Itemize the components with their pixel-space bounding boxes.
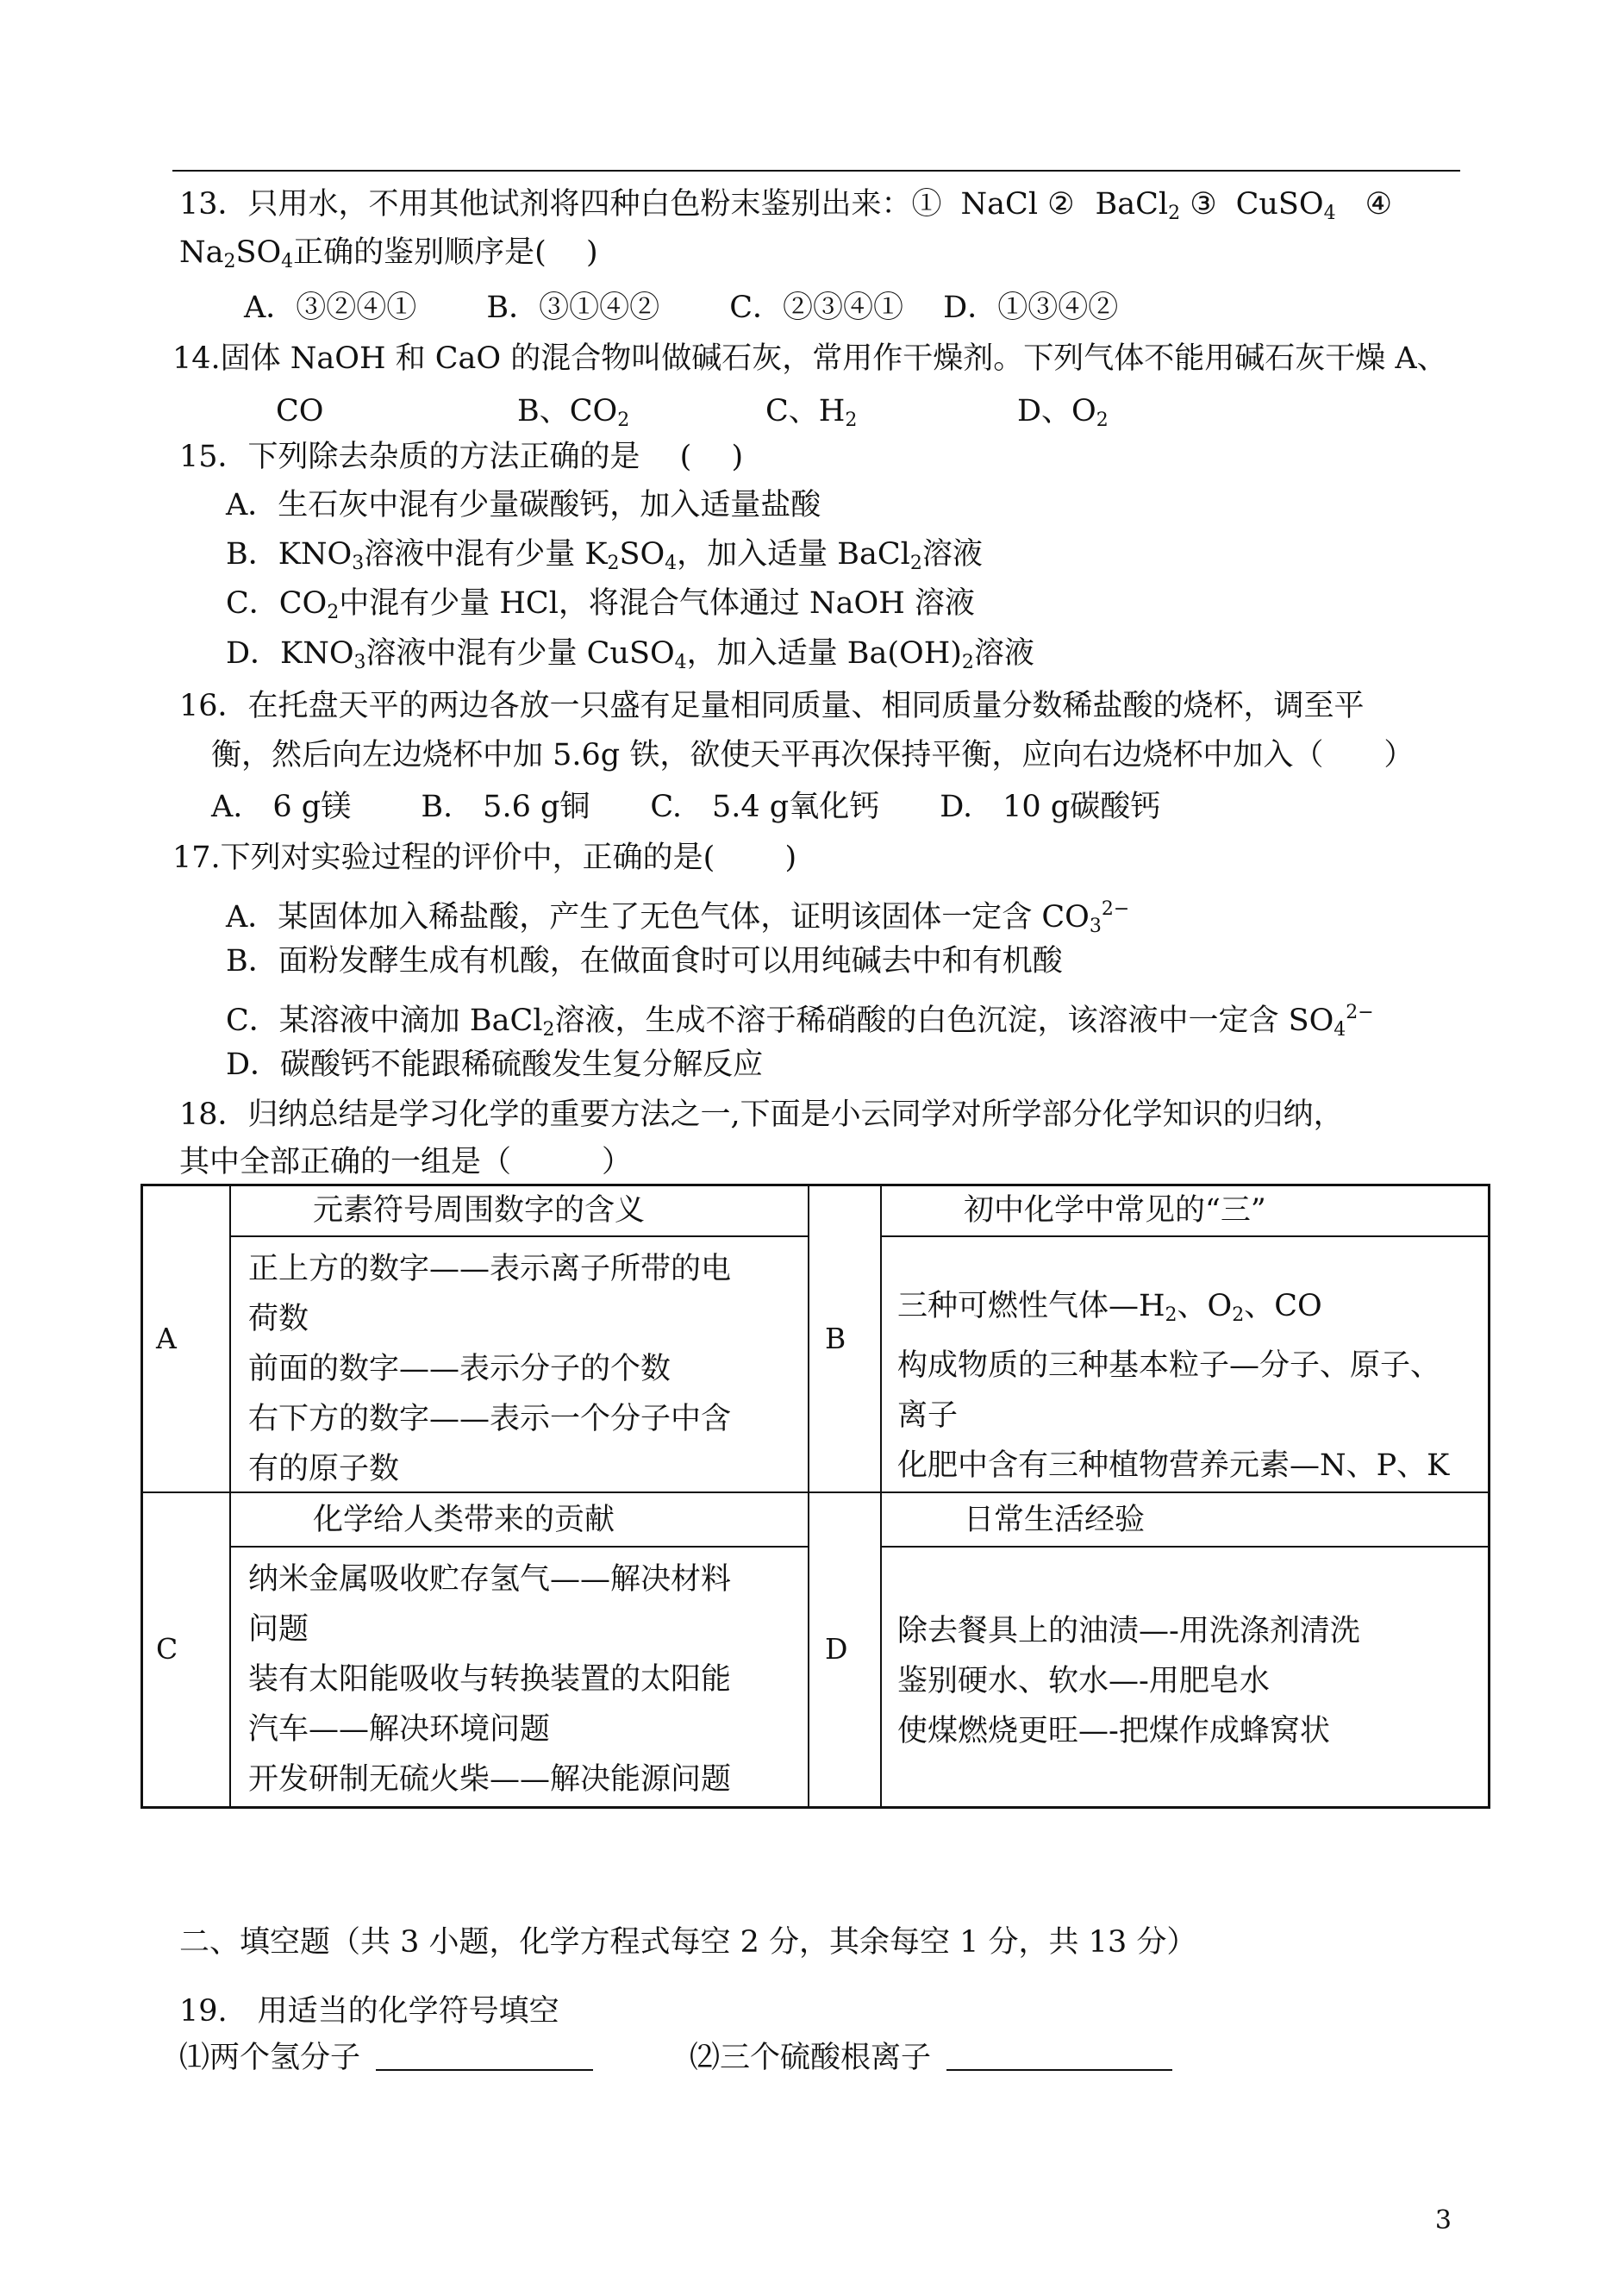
q17-option-a: A．某固体加入稀盐酸，产生了无色气体，证明该固体一定含 $CO_3^{2-}$ bbox=[226, 898, 1130, 937]
q14-option-c: C、$H_2$ bbox=[765, 394, 858, 431]
cell-label-c: C bbox=[156, 1632, 178, 1666]
q19-part2: ⑵三个硫酸根离子 bbox=[690, 2038, 1172, 2078]
q16-options: A. 6 g镁 B. 5.6 g铜 C. 5.4 g氧化钙 D. 10 g碳酸钙 bbox=[211, 790, 1161, 824]
cell-label-b: B bbox=[825, 1322, 846, 1355]
q17-option-c: C．某溶液中滴加 BaCl$_2$溶液，生成不溶于稀硝酸的白色沉淀，该溶液中一定含 $SO_4^{2-}$ bbox=[226, 1002, 1374, 1041]
cell-a-body: 正上方的数字——表示离子所带的电 荷数 前面的数字——表示分子的个数 右下方的数字——表示一个分子中含 有的原子数 bbox=[248, 1252, 732, 1486]
q15-stem: 15．下列除去杂质的方法正确的是 ( ) bbox=[179, 440, 744, 474]
cell-d-header: 日常生活经验 bbox=[964, 1503, 1146, 1537]
q17-option-d: D．碳酸钙不能跟稀硫酸发生复分解反应 bbox=[226, 1047, 764, 1082]
q15-option-c: C．$CO_2$中混有少量 HCl，将混合气体通过 NaOH 溶液 bbox=[226, 586, 975, 623]
q15-option-d: D．$KNO_3$溶液中混有少量 CuSO$_4$，加入适量 $Ba(OH)_2$溶液 bbox=[226, 636, 1034, 673]
q19-stem: 19. 用适当的化学符号填空 bbox=[179, 1994, 559, 2029]
cell-b-header: 初中化学中常见的“三” bbox=[964, 1193, 1266, 1228]
cell-b-body: 三种可燃性气体$—H_2$、$O_2$、CO 构成物质的三种基本粒子—分子、原子、 离子 化肥中含有三种植物营养元素—N、P、K bbox=[897, 1289, 1450, 1483]
q17-stem: 17.下列对实验过程的评价中，正确的是( ) bbox=[172, 841, 797, 875]
q15-option-a: A．生石灰中混有少量碳酸钙，加入适量盐酸 bbox=[226, 488, 821, 522]
q14-stem: 14.固体 NaOH 和 CaO 的混合物叫做碱石灰，常用作干燥剂。下列气体不能用碱石灰干燥 A、 bbox=[172, 341, 1447, 376]
q16-line2: 衡，然后向左边烧杯中加 5.6g 铁，欲使天平再次保持平衡，应向右边烧杯中加入（ ） bbox=[211, 738, 1415, 772]
answer-blank-1[interactable] bbox=[376, 2043, 593, 2071]
q14-option-a: CO bbox=[276, 394, 324, 428]
cell-c-body: 纳米金属吸收贮存氢气——解决材料 问题 装有太阳能吸收与转换装置的太阳能 汽车——解决环境问题 开发研制无硫火柴——解决能源问题 bbox=[248, 1562, 732, 1797]
q18-line2: 其中全部正确的一组是（ ） bbox=[179, 1145, 633, 1179]
section2-title: 二、填空题（共 3 小题，化学方程式每空 2 分，其余每空 1 分，共 13 分） bbox=[179, 1925, 1197, 1960]
q16-line1: 16．在托盘天平的两边各放一只盛有足量相同质量、相同质量分数稀盐酸的烧杯，调至平 bbox=[179, 689, 1365, 723]
answer-blank-2[interactable] bbox=[946, 2043, 1172, 2071]
header-rule bbox=[172, 170, 1460, 172]
q14-option-d: D、$O_2$ bbox=[1017, 394, 1109, 431]
q18-line1: 18．归纳总结是学习化学的重要方法之一,下面是小云同学对所学部分化学知识的归纳， bbox=[179, 1097, 1344, 1132]
q14-option-b: B、$CO_2$ bbox=[517, 394, 630, 431]
cell-c-header: 化学给人类带来的贡献 bbox=[313, 1503, 615, 1537]
cell-label-d: D bbox=[825, 1632, 848, 1666]
page-number: 3 bbox=[1434, 2205, 1452, 2236]
q17-option-b: B．面粉发酵生成有机酸，在做面食时可以用纯碱去中和有机酸 bbox=[226, 944, 1063, 979]
q19-part1: ⑴两个氢分子 bbox=[179, 2038, 593, 2078]
q15-option-b: B．$KNO_3$溶液中混有少量 $K_2SO_4$，加入适量 BaCl$_2$溶液 bbox=[226, 537, 983, 574]
q13-line1: 13．只用水，不用其他试剂将四种白色粉末鉴别出来：① NaCl ② BaCl$_2$ ③ CuSO$_4$ ④ bbox=[179, 187, 1392, 224]
q18-table bbox=[141, 1184, 1490, 1809]
cell-d-body: 除去餐具上的油渍—-用洗涤剂清洗 鉴别硬水、软水—-用肥皂水 使煤燃烧更旺—-把煤作成蜂窝状 bbox=[897, 1614, 1360, 1748]
cell-label-a: A bbox=[156, 1322, 177, 1355]
q13-line2: $Na_2SO_4$正确的鉴别顺序是( ) bbox=[179, 235, 598, 272]
cell-a-header: 元素符号周围数字的含义 bbox=[313, 1193, 646, 1228]
q13-options: A．③②④① B．③①④② C．②③④① D．①③④② bbox=[244, 291, 1119, 325]
